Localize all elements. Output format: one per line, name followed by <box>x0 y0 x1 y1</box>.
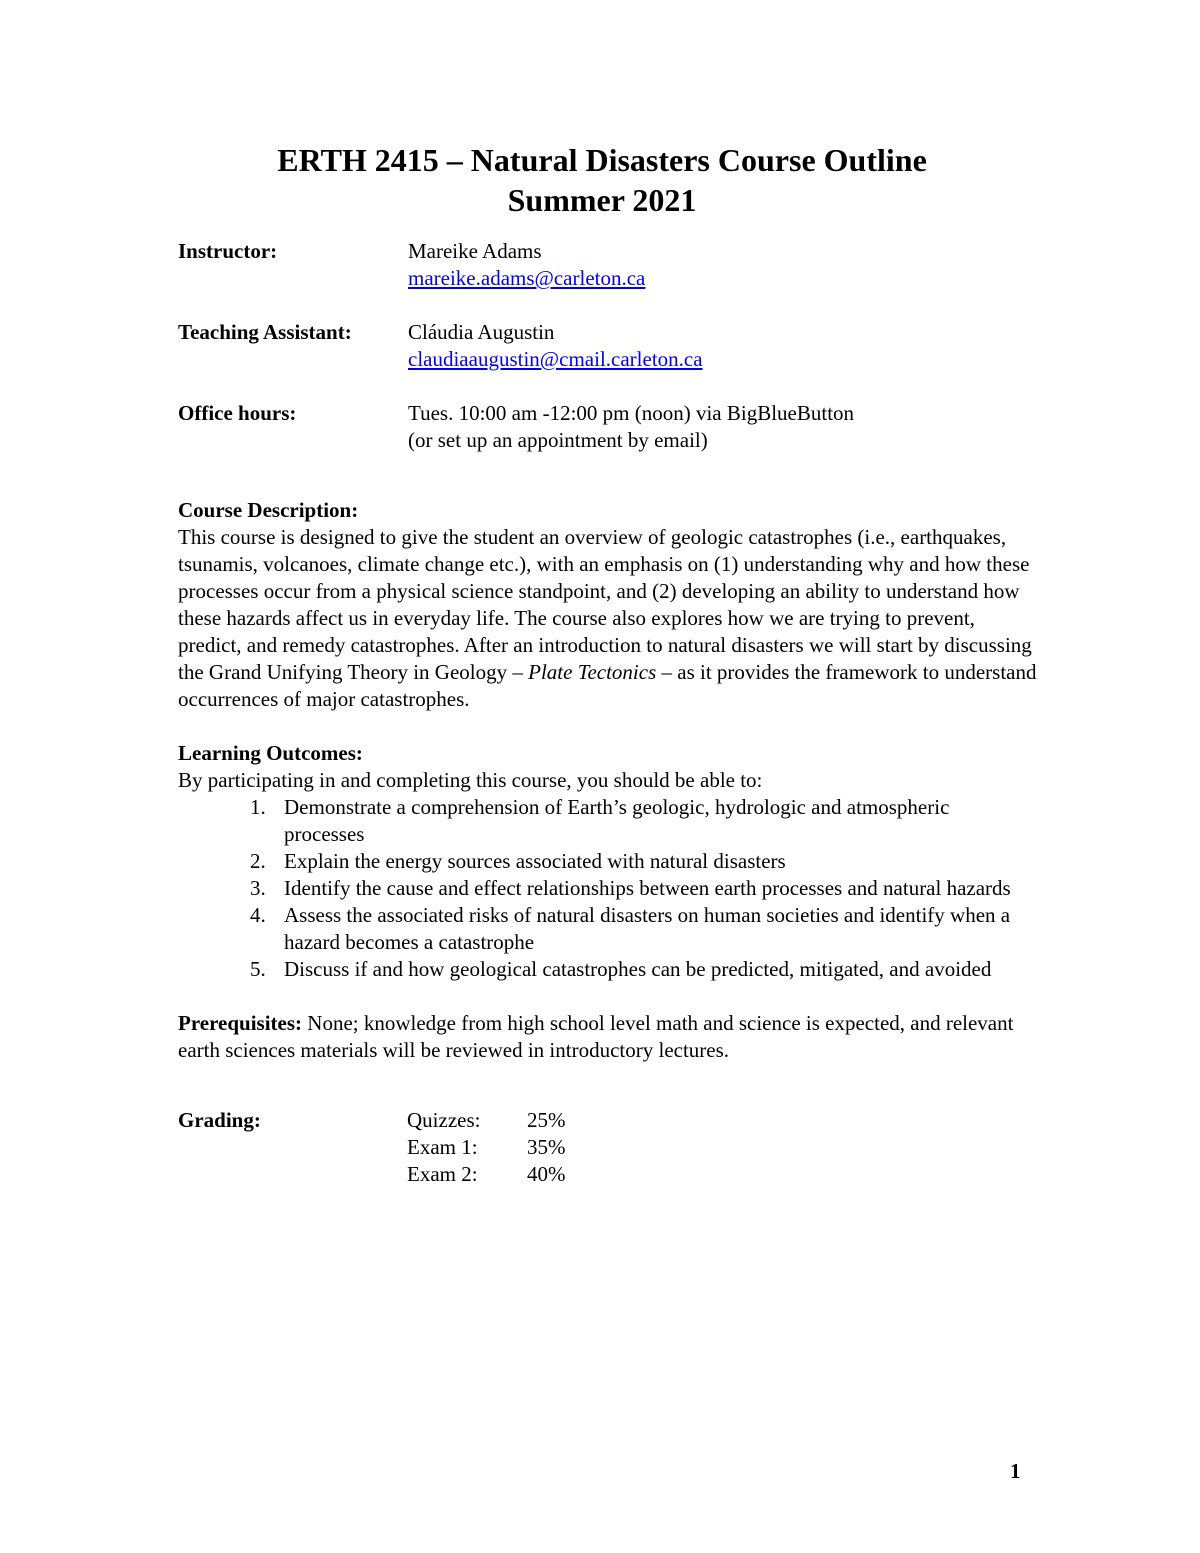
outcome-number: 5. <box>250 957 266 981</box>
outcome-number: 3. <box>250 876 266 900</box>
document-page <box>178 140 1038 1188</box>
ta-email-link[interactable]: claudiaaugustin@cmail.carleton.ca <box>408 347 703 371</box>
prerequisites-label: Prerequisites: <box>178 1011 303 1035</box>
learning-outcomes-intro: By participating in and completing this course, you should be able to: <box>178 768 763 792</box>
ta-values <box>408 319 1038 373</box>
course-description-section <box>178 497 1038 713</box>
course-description-text-after: – as it provides the framework to understand occurrences of major catastrophes. <box>178 660 1037 711</box>
ta-row <box>178 319 1038 373</box>
grading-label: Grading: <box>178 1108 261 1132</box>
table-row <box>407 1107 587 1134</box>
learning-outcomes-heading: Learning Outcomes: <box>178 741 363 765</box>
instructor-row <box>178 238 1038 292</box>
list-item <box>178 875 1038 902</box>
office-hours-label: Office hours: <box>178 401 297 425</box>
grading-table <box>407 1107 587 1188</box>
ta-name: Cláudia Augustin <box>408 320 555 344</box>
grade-component: Exam 2: <box>407 1162 478 1186</box>
table-row <box>407 1161 587 1188</box>
grade-percentage: 35% <box>527 1135 566 1159</box>
instructor-label: Instructor: <box>178 239 278 263</box>
ta-label: Teaching Assistant: <box>178 320 352 344</box>
instructor-email-link[interactable]: mareike.adams@carleton.ca <box>408 266 646 290</box>
grade-component: Exam 1: <box>407 1135 478 1159</box>
outcome-text: Demonstrate a comprehension of Earth’s geologic, hydrologic and atmospheric processes <box>284 795 950 846</box>
title-line-2: Summer 2021 <box>507 182 697 218</box>
instructor-name: Mareike Adams <box>408 239 542 263</box>
grade-component: Quizzes: <box>407 1108 481 1132</box>
outcome-text: Discuss if and how geological catastrophes can be predicted, mitigated, and avoided <box>284 957 992 981</box>
contact-info <box>178 238 1038 454</box>
office-hours-row <box>178 400 1038 454</box>
outcome-text: Explain the energy sources associated with natural disasters <box>284 849 786 873</box>
prerequisites-text: None; knowledge from high school level math and science is expected, and relevant earth sciences materials will be reviewed in introductory lectures. <box>178 1011 1014 1062</box>
instructor-values <box>408 238 1038 292</box>
outcome-number: 1. <box>250 795 266 819</box>
list-item <box>178 794 1038 848</box>
title-line-1: ERTH 2415 – Natural Disasters Course Outline <box>277 142 927 178</box>
page-number: 1 <box>1010 1459 1021 1483</box>
grade-percentage: 40% <box>527 1162 566 1186</box>
office-hours-values <box>408 400 1038 454</box>
course-description-heading: Course Description: <box>178 498 359 522</box>
learning-outcomes-section <box>178 740 1038 983</box>
list-item <box>178 848 1038 875</box>
outcome-number: 2. <box>250 849 266 873</box>
outcome-number: 4. <box>250 903 266 927</box>
office-hours-line-2: (or set up an appointment by email) <box>408 428 708 452</box>
course-description-text-before: This course is designed to give the student an overview of geologic catastrophes (i.e., earthquakes, tsunamis, volcanoes, climate change etc.), with an emphasis on (1) understanding why and how these processes occur from a physical science standpoint, and (2) developing an ability to understand how these hazards affect us in everyday life. The course also explores how we are trying to prevent, predict, and remedy catastrophes. After an introduction to natural disasters we will start by discussing the Grand Unifying Theory in Geology – <box>178 525 1032 684</box>
list-item <box>178 956 1038 983</box>
learning-outcomes-list <box>178 794 1038 983</box>
outcome-text: Identify the cause and effect relationships between earth processes and natural hazards <box>284 876 1011 900</box>
course-description-text <box>178 524 1038 713</box>
course-description-italic: Plate Tectonics <box>528 660 657 684</box>
prerequisites-section <box>178 1010 1038 1064</box>
office-hours-line-1: Tues. 10:00 am -12:00 pm (noon) via BigBlueButton <box>408 401 855 425</box>
grading-section <box>178 1107 1038 1188</box>
list-item <box>178 902 1038 956</box>
grade-percentage: 25% <box>527 1108 566 1132</box>
document-title <box>172 140 1032 220</box>
table-row <box>407 1134 587 1161</box>
outcome-text: Assess the associated risks of natural disasters on human societies and identify when a hazard becomes a catastrophe <box>284 903 1011 954</box>
